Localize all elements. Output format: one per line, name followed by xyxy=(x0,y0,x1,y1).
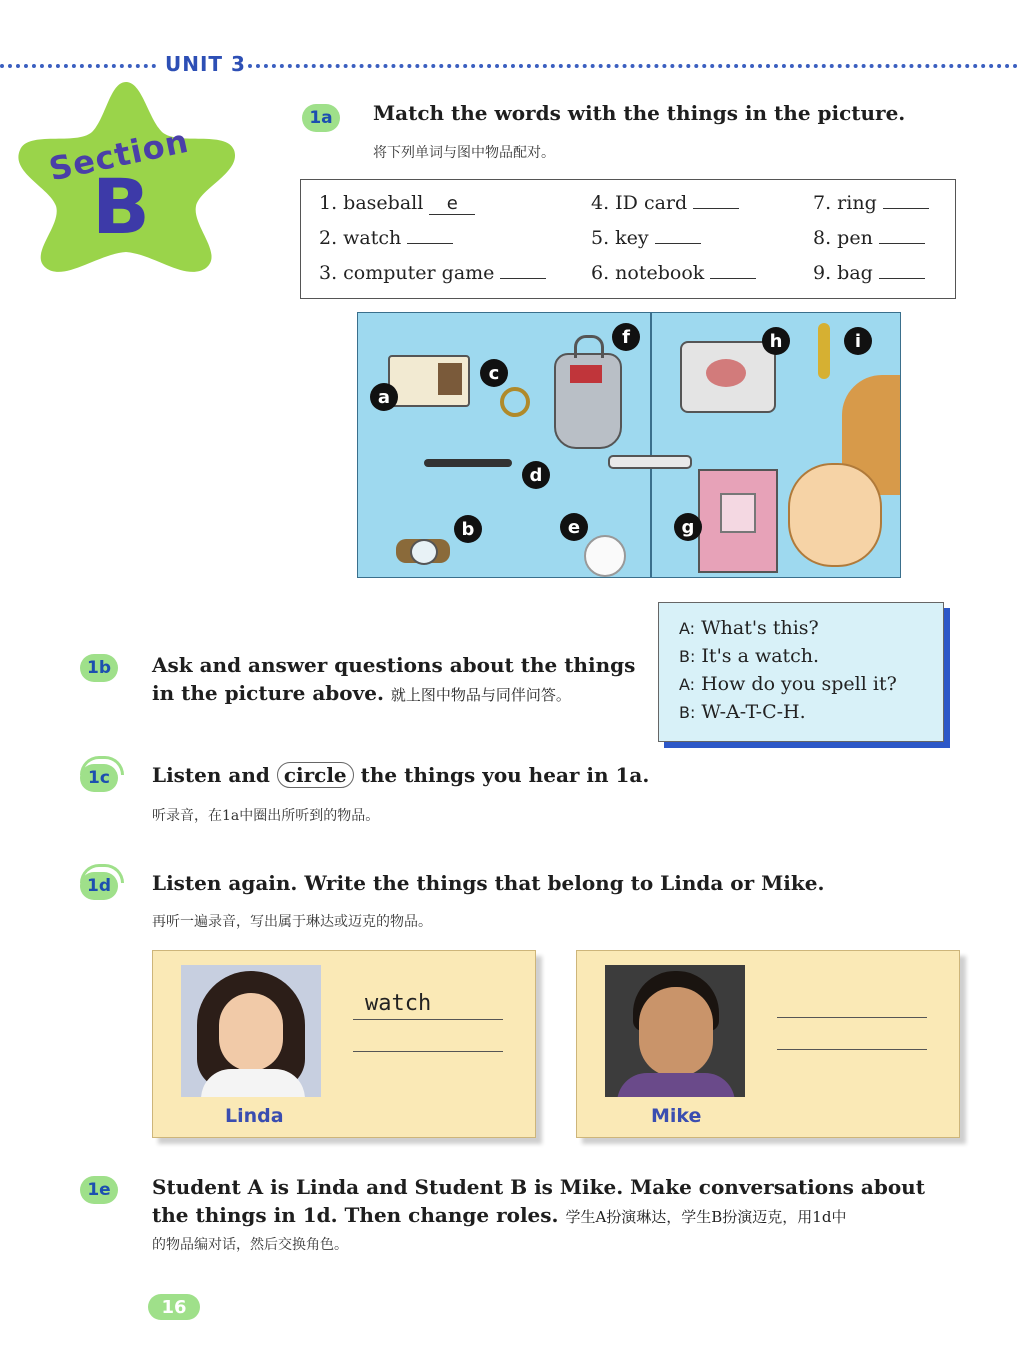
unit-title: UNIT 3 xyxy=(165,52,246,76)
dialogue-line-4: B: W-A-T-C-H. xyxy=(679,701,806,723)
dialogue-line-3: A: How do you spell it? xyxy=(679,673,897,695)
dialogue-line-1: A: What's this? xyxy=(679,617,819,639)
word-item-6: 6. notebook xyxy=(591,262,756,284)
dialogue-line-2: B: It's a watch. xyxy=(679,645,820,667)
picture-label-h: h xyxy=(762,327,790,355)
mike-answer-line-2[interactable] xyxy=(777,1049,927,1050)
answer-blank-2[interactable] xyxy=(407,243,453,244)
mike-answer-line-1[interactable] xyxy=(777,1017,927,1018)
section-word: Section xyxy=(45,121,193,189)
word-item-1: 1. baseball e xyxy=(319,192,475,215)
card-name-mike: Mike xyxy=(651,1105,702,1127)
instruction-1e-cn-1: 学生A扮演琳达，学生B扮演迈克，用1d中 xyxy=(565,1208,847,1226)
circle-word: circle xyxy=(277,762,354,788)
instruction-1d-cn: 再听一遍录音，写出属于琳达或迈克的物品。 xyxy=(152,914,432,930)
picture-label-i: i xyxy=(844,327,872,355)
key-icon xyxy=(818,323,830,379)
student-card-mike xyxy=(576,950,960,1138)
picture-label-f: f xyxy=(612,323,640,351)
watch-icon xyxy=(396,539,450,563)
dialogue-box xyxy=(658,602,944,742)
instruction-1c-cn: 听录音，在1a中圈出所听到的物品。 xyxy=(152,808,380,824)
picture-label-e: e xyxy=(560,513,588,541)
instruction-1a: Match the words with the things in the picture. xyxy=(373,101,906,125)
instruction-1b-line1: Ask and answer questions about the things xyxy=(152,653,636,677)
ring-icon xyxy=(500,387,530,417)
instruction-1e-cn-2: 的物品编对话，然后交换角色。 xyxy=(152,1237,348,1253)
instruction-1b-cn: 就上图中物品与同伴问答。 xyxy=(390,686,571,704)
picture-label-g: g xyxy=(674,513,702,541)
instruction-1a-cn: 将下列单词与图中物品配对。 xyxy=(373,145,555,161)
linda-answer-1-text: watch xyxy=(365,991,432,1016)
notebook-icon xyxy=(698,469,778,573)
card-name-linda: Linda xyxy=(225,1105,284,1127)
activity-badge-1b: 1b xyxy=(80,654,118,682)
mike-photo xyxy=(605,965,745,1097)
pen-icon xyxy=(424,459,512,467)
instruction-1e-line2: the things in 1d. Then change roles. 学生A扮演琳达，学生B扮演迈克，用1d中 xyxy=(152,1203,847,1227)
answer-blank-6[interactable] xyxy=(710,278,756,279)
linda-photo xyxy=(181,965,321,1097)
word-item-4: 4. ID card xyxy=(591,192,739,214)
picture-divider xyxy=(650,313,652,577)
picture-label-d: d xyxy=(522,461,550,489)
answer-blank-8[interactable] xyxy=(879,243,925,244)
answer-blank-3[interactable] xyxy=(500,278,546,279)
page-number: 16 xyxy=(148,1294,200,1320)
linda-answer-line-2[interactable] xyxy=(353,1051,503,1052)
computer-game-icon xyxy=(680,341,776,413)
linda-answer-line-1[interactable] xyxy=(353,1019,503,1020)
picture-label-b: b xyxy=(454,515,482,543)
answer-blank-7[interactable] xyxy=(883,208,929,209)
section-letter: B xyxy=(92,162,150,251)
word-item-9: 9. bag xyxy=(813,262,925,284)
answer-blank-4[interactable] xyxy=(693,208,739,209)
instruction-1e-line1: Student A is Linda and Student B is Mike. Make conversations about xyxy=(152,1175,925,1199)
instruction-1b-line2: in the picture above. 就上图中物品与同伴问答。 xyxy=(152,681,571,705)
word-item-2: 2. watch xyxy=(319,227,453,249)
student-card-linda xyxy=(152,950,536,1138)
girl-figure xyxy=(788,463,882,567)
objects-picture xyxy=(357,312,901,578)
word-item-8: 8. pen xyxy=(813,227,925,249)
key-ring-icon xyxy=(608,455,692,469)
id-card-icon xyxy=(388,355,470,407)
word-item-5: 5. key xyxy=(591,227,701,249)
activity-badge-1c: 1c xyxy=(80,764,118,792)
answer-blank-1[interactable]: e xyxy=(429,193,475,215)
picture-label-a: a xyxy=(370,383,398,411)
answer-blank-5[interactable] xyxy=(655,243,701,244)
instruction-1c: Listen and circle the things you hear in 1a. xyxy=(152,763,650,787)
activity-badge-1d: 1d xyxy=(80,872,118,900)
instruction-1d: Listen again. Write the things that belong to Linda or Mike. xyxy=(152,871,825,895)
activity-badge-1a: 1a xyxy=(302,104,340,132)
word-item-7: 7. ring xyxy=(813,192,929,214)
header-dotted-rule-left xyxy=(0,64,156,68)
bag-icon xyxy=(554,353,622,449)
word-list-box xyxy=(300,179,956,299)
picture-label-c: c xyxy=(480,359,508,387)
word-item-3: 3. computer game xyxy=(319,262,546,284)
activity-badge-1e: 1e xyxy=(80,1176,118,1204)
baseball-icon xyxy=(584,535,626,577)
header-dotted-rule-right xyxy=(248,64,1018,68)
answer-blank-9[interactable] xyxy=(879,278,925,279)
